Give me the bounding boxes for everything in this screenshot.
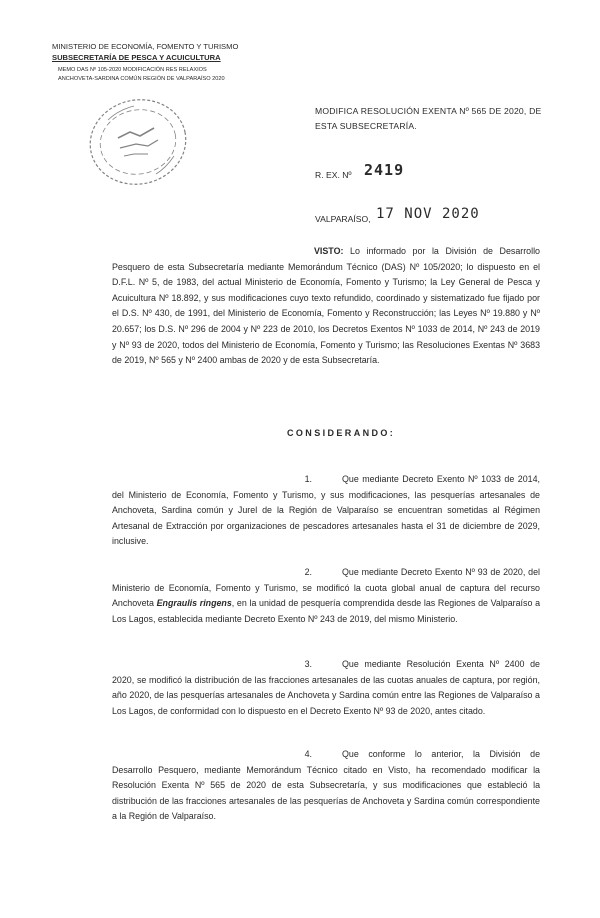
header-ministry: MINISTERIO DE ECONOMÍA, FOMENTO Y TURISMO (52, 42, 239, 51)
species-name: Engraulis ringens (156, 598, 232, 609)
item-text: Que conforme lo anterior, la División de Desarrollo Pesquero, mediante Memorándum Técnico citado en Visto, ha recomendado modificar la Resolución Exenta Nº 565 de 2020 de esta Subsecretaría, y sus modificaciones que estableció la distribución de las fracciones artesanales de las pesquerías de Anchoveta y Sardina común correspondiente a la Región de Valparaíso. (112, 749, 540, 822)
date-value: 17 NOV 2020 (376, 206, 480, 222)
item-number: 2. (304, 567, 312, 577)
header-memo-ref: MEMO DAS Nº 105-2020 MODIFICACIÓN RES RELAXIOS (58, 67, 207, 73)
item-number: 4. (304, 749, 312, 759)
considerando-item-1 (112, 472, 540, 550)
document-title-line1: MODIFICA RESOLUCIÓN EXENTA Nº 565 DE 2020, DE (315, 106, 542, 116)
resolution-label: R. EX. Nº (315, 170, 352, 180)
visto-paragraph (112, 244, 540, 369)
header-subsecretaria: SUBSECRETARÍA DE PESCA Y ACUICULTURA (52, 53, 221, 62)
document-title-line2: ESTA SUBSECRETARÍA. (315, 121, 417, 131)
visto-text: Lo informado por la División de Desarrollo Pesquero de esta Subsecretaría mediante Memorándum Técnico (DAS) Nº 105/2020; lo dispuesto en el D.F.L. Nº 5, de 1983, del actual Ministerio de Economía, Fomento y Turismo; la Ley General de Pesca y Acuicultura Nº 18.892, y sus modificaciones cuyo texto refundido, coordinado y sistematizado fue fijado por el D.S. Nº 430, de 1991, del Ministerio de Economía, Fomento y Reconstrucción; las Leyes Nº 19.880 y Nº 20.657; los D.S. Nº 296 de 2004 y Nº 223 de 2010, los Decretos Exentos Nº 1033 de 2014, Nº 243 de 2019 y Nº 93 de 2020, todos del Ministerio de Economía, Fomento y Turismo; las Resoluciones Exentas Nº 3683 de 2019, Nº 565 y Nº 2400 ambas de 2020 y de esta Subsecretaría. (112, 246, 540, 366)
item-text: Que mediante Resolución Exenta Nº 2400 de 2020, se modificó la distribución de las fracciones artesanales de las cuotas anuales de captura, por región, año 2020, de las pesquerías artesanales de Anchoveta y Sardina común entre las Regiones de Valparaíso a Los Lagos, de conformidad con lo dispuesto en el Decreto Exento Nº 93 de 2020, antes citado. (112, 659, 540, 716)
considerando-item-2 (112, 565, 540, 627)
resolution-number: 2419 (364, 161, 405, 179)
item-text-pre: Que mediante Decreto Exento Nº 93 de 2020, del Ministerio de Economía, Fomento y Turismo, se modificó la cuota global anual de captura del recurso Anchoveta (112, 567, 540, 609)
item-text-post: , en la unidad de pesquería comprendida desde las Regiones de Valparaíso a Los Lagos, establecida mediante Decreto Exento Nº 243 de 2019, del mismo Ministerio. (112, 598, 541, 624)
date-place: VALPARAÍSO, (315, 214, 371, 224)
considerando-item-3 (112, 657, 540, 719)
visto-label: VISTO: (314, 246, 344, 256)
considerando-item-4 (112, 747, 540, 825)
item-text: Que mediante Decreto Exento Nº 1033 de 2014, del Ministerio de Economía, Fomento y Turismo, y sus modificaciones, las pesquerías artesanales de Anchoveta, Sardina común y Jurel de la Región de Valparaíso se encuentran sometidas al Régimen Artesanal de Extracción por organizaciones de pescadores artesanales hasta el 31 de diciembre de 2029, inclusive. (112, 474, 540, 547)
official-seal-stamp (78, 92, 196, 192)
item-number: 3. (304, 659, 312, 669)
header-memo-subject: ANCHOVETA-SARDINA COMÚN REGIÓN DE VALPARAÍSO 2020 (58, 76, 225, 82)
item-number: 1. (304, 474, 312, 484)
considerando-heading: CONSIDERANDO: (287, 428, 396, 438)
